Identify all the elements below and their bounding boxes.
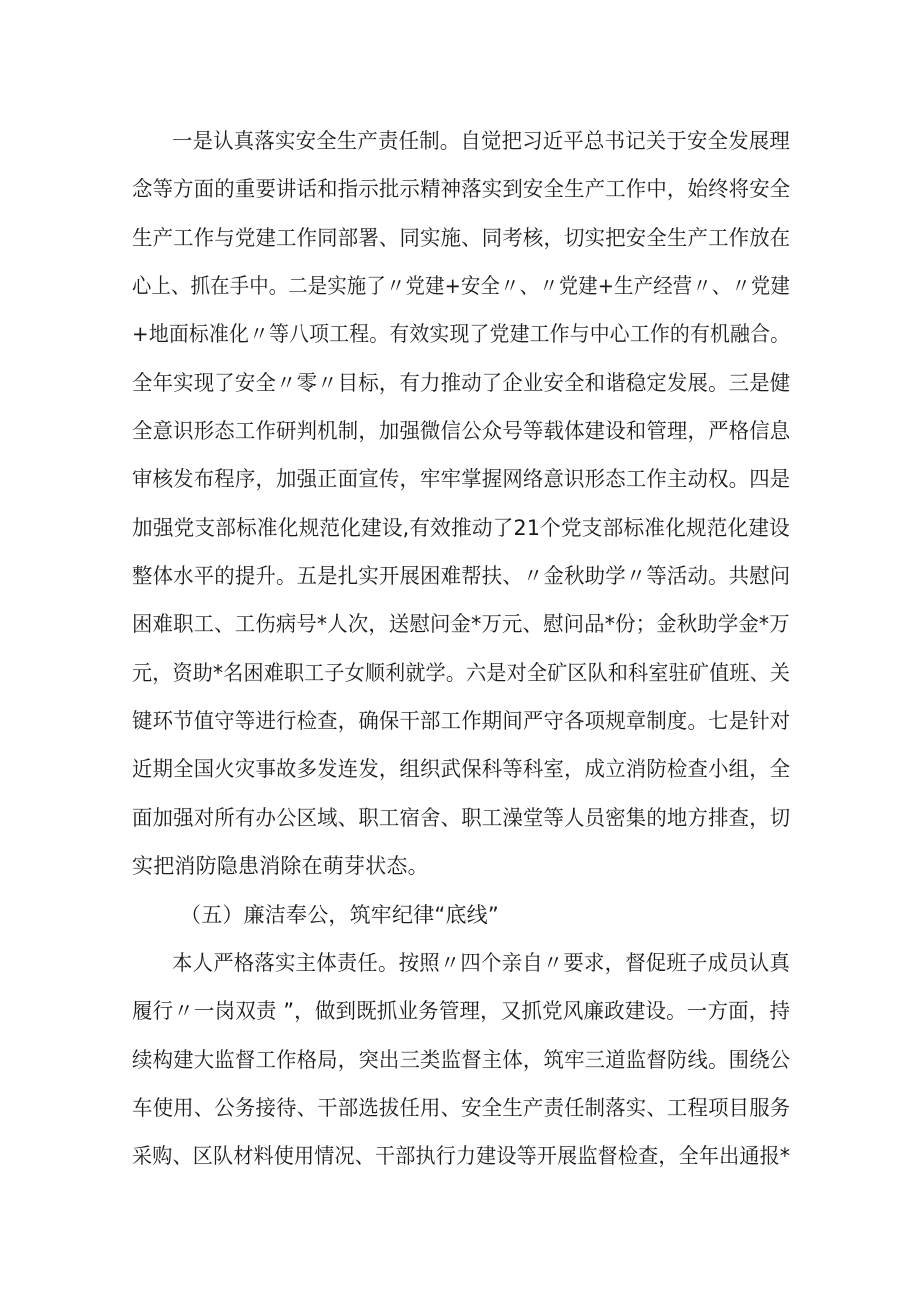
paragraph-2-line: 本人严格落实主体责任。按照〃四个亲自〃要求，督促班子成员认真	[172, 951, 791, 975]
paragraph-1-line: +地面标准化〃等八项工程。有效实现了党建工作与中心工作的有机融合。	[132, 322, 791, 346]
paragraph-1-line: 一是认真落实安全生产责任制。自觉把习近平总书记关于安全发展理	[172, 129, 791, 153]
paragraph-1-line: 心上、抓在手中。二是实施了〃党建+安全〃、〃党建+生产经营〃、〃党建	[132, 274, 791, 298]
paragraph-1-line: 全意识形态工作研判机制，加强微信公众号等载体建设和管理，严格信息	[132, 419, 791, 443]
paragraph-1-line: 审核发布程序，加强正面宣传，牢牢掌握网络意识形态工作主动权。四是	[132, 467, 791, 491]
paragraph-1-line: 实把消防隐患消除在萌芽状态。	[132, 854, 429, 878]
section-heading: （五）廉洁奉公，筑牢纪律“底线”	[180, 903, 499, 927]
paragraph-1-line: 困难职工、工伤病号*人次，送慰问金*万元、慰问品*份；金秋助学金*万	[132, 612, 790, 636]
paragraph-1-line: 元，资助*名困难职工子女顺利就学。六是对全矿区队和科室驻矿值班、关	[132, 661, 791, 685]
paragraph-2-line: 车使用、公务接待、干部选拔任用、安全生产责任制落实、工程项目服务	[132, 1096, 791, 1120]
paragraph-1-line: 念等方面的重要讲话和指示批示精神落实到安全生产工作中，始终将安全	[132, 177, 791, 201]
paragraph-2-line: 履行〃一岗双责 ”，做到既抓业务管理，又抓党风廉政建设。一方面，持	[132, 999, 791, 1023]
paragraph-1-line: 加强党支部标准化规范化建设,有效推动了21个党支部标准化规范化建设	[132, 516, 791, 540]
paragraph-1-line: 面加强对所有办公区域、职工宿舍、职工澡堂等人员密集的地方排查，切	[132, 806, 791, 830]
paragraph-1-line: 近期全国火灾事故多发连发，组织武保科等科室，成立消防检查小组，全	[132, 757, 791, 781]
paragraph-1-line: 整体水平的提升。五是扎实开展困难帮扶、〃金秋助学〃等活动。共慰问	[132, 564, 791, 588]
paragraph-1-line: 键环节值守等进行检查，确保干部工作期间严守各项规章制度。七是针对	[132, 709, 791, 733]
paragraph-2-line: 续构建大监督工作格局，突出三类监督主体，筑牢三道监督防线。围绕公	[132, 1048, 791, 1072]
paragraph-1-line: 全年实现了安全〃零〃目标，有力推动了企业安全和谐稳定发展。三是健	[132, 371, 791, 395]
paragraph-2-line: 采购、区队材料使用情况、干部执行力建设等开展监督检查，全年出通报*	[132, 1144, 791, 1168]
paragraph-1-line: 生产工作与党建工作同部署、同实施、同考核，切实把安全生产工作放在	[132, 226, 791, 250]
